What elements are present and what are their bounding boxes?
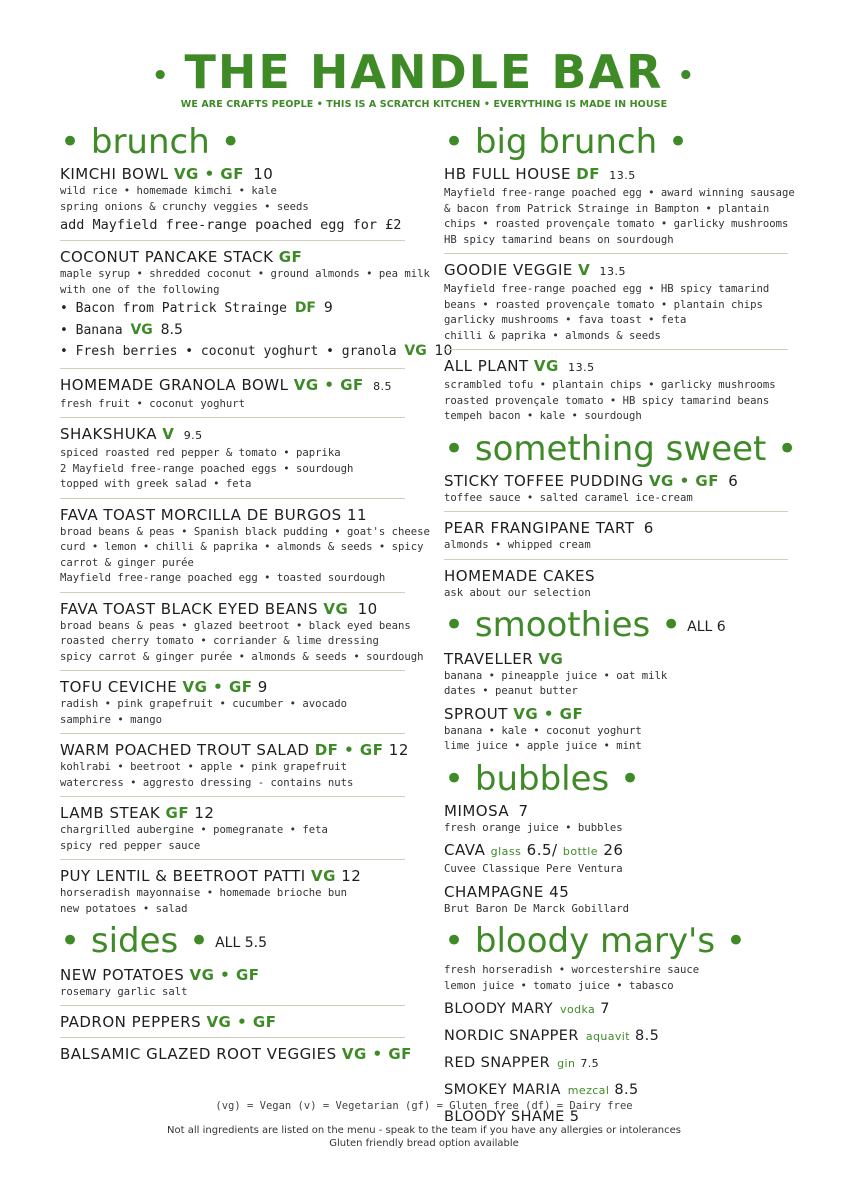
option-label: • Banana (60, 322, 123, 338)
item-price: 13.5 (599, 265, 627, 278)
title-dot-left: • (151, 60, 171, 91)
item-description: rosemary garlic salt (60, 985, 188, 998)
item-description: dates • peanut butter (444, 685, 578, 697)
section-heading-something-sweet: • something sweet • (444, 428, 798, 469)
item-price: 12 (388, 741, 409, 759)
item-name: KIMCHI BOWL (60, 165, 169, 183)
item-description: spicy carrot & ginger purée • almonds & seeds • sourdough (60, 650, 424, 663)
glass-price: 6.5/ (526, 841, 558, 859)
item-description: spicy red pepper sauce (60, 839, 201, 852)
item-price: 45 (549, 882, 570, 901)
item-price: 13.5 (568, 361, 595, 374)
menu-item-nordic-snapper (444, 1023, 788, 1050)
item-price: 7.5 (580, 1057, 600, 1070)
item-name: SMOKEY MARIA (444, 1082, 561, 1098)
diet-tag: V (578, 261, 591, 279)
diet-tag: VG (323, 599, 349, 618)
item-description: watercress • aggresto dressing - contains nuts (60, 776, 354, 789)
menu-item-goodie-veggie (444, 260, 788, 350)
item-name: SPROUT (444, 704, 508, 723)
item-name: RED SNAPPER (444, 1055, 551, 1071)
item-name: TRAVELLER (444, 649, 534, 668)
item-name: MIMOSA (444, 801, 510, 820)
item-description: chips • roasted provençale tomato • garlicky mushrooms (444, 218, 789, 230)
option-label: • Fresh berries • coconut yoghurt • granola (60, 344, 397, 359)
item-price: 5 (569, 1109, 580, 1125)
pancake-option-bacon (60, 298, 405, 320)
section-heading-smoothies (444, 605, 788, 647)
item-description: radish • pink grapefruit • cucumber • avocado (60, 698, 348, 710)
diet-tag: VG • GF (173, 165, 244, 183)
item-price: 9.5 (183, 429, 203, 442)
item-price: 12 (194, 804, 215, 822)
diet-tag: VG • GF (182, 678, 253, 696)
item-description: topped with greek salad • feta (60, 478, 252, 490)
item-name: BLOODY MARY (444, 1001, 554, 1017)
menu-item-new-potatoes (60, 965, 405, 1007)
serving-size: glass (490, 845, 522, 858)
item-description: & bacon from Patrick Strainge in Bampton • plantain (444, 202, 770, 215)
diet-tag: VG • GF (293, 375, 364, 394)
item-description: samphire • mango (60, 713, 163, 726)
item-description: banana • pineapple juice • oat milk (444, 669, 668, 682)
bottle-price: 26 (603, 841, 624, 859)
diet-tag: VG • GF (513, 704, 584, 723)
menu-item-warm-poached-trout-salad (60, 740, 409, 797)
item-name: HOMEMADE GRANOLA BOWL (60, 375, 289, 394)
option-label: • Bacon from Patrick Strainge (60, 301, 287, 316)
item-name: STICKY TOFFEE PUDDING (444, 471, 644, 490)
item-description: spiced roasted red pepper & tomato • paprika (60, 447, 341, 459)
item-price: 8.5 (614, 1082, 639, 1098)
spirit-label: gin (557, 1057, 576, 1070)
item-description: fresh fruit • coconut yoghurt (60, 397, 245, 410)
item-description: roasted cherry tomato • corriander & lime dressing (60, 635, 379, 647)
diet-tag: GF (165, 804, 190, 822)
menu-item-balsamic-root-veggies (60, 1044, 412, 1064)
item-price: 8.5 (373, 379, 393, 393)
spirit-label: aquavit (585, 1030, 630, 1043)
item-price: 8.5 (634, 1028, 660, 1044)
menu-item-tofu-ceviche (60, 677, 405, 734)
title-dot-right: • (677, 60, 697, 91)
bloody-mary-description: lemon juice • tomato juice • tabasco (444, 979, 674, 992)
item-description: carrot & ginger purée (60, 556, 194, 569)
section-heading-sides (60, 921, 405, 963)
section-heading-bubbles: • bubbles • (444, 758, 641, 799)
menu-item-all-plant (444, 356, 788, 425)
diet-tag: VG (533, 357, 559, 375)
menu-item-cava (444, 840, 788, 878)
diet-tag: VG (538, 649, 564, 668)
item-description: ask about our selection (444, 586, 591, 599)
item-description: Mayfield free-range poached egg • toasted sourdough (60, 572, 386, 584)
menu-item-sticky-toffee-pudding (444, 471, 788, 513)
item-description: 2 Mayfield free-range poached eggs • sourdough (60, 462, 354, 475)
option-price: 9 (323, 300, 333, 316)
item-description: broad beans & peas • glazed beetroot • black eyed beans (60, 619, 411, 632)
item-name: BLOODY SHAME (444, 1109, 565, 1125)
item-name: BALSAMIC GLAZED ROOT VEGGIES (60, 1045, 337, 1063)
item-name: LAMB STEAK (60, 804, 161, 822)
item-description: almonds • whipped cream (444, 539, 591, 551)
menu-item-fava-toast-black-eyed-beans (60, 599, 424, 672)
item-description: tempeh bacon • kale • sourdough (444, 410, 642, 422)
item-description: banana • kale • coconut yoghurt (444, 724, 642, 737)
item-name: CHAMPAGNE (444, 882, 544, 901)
allergy-note (0, 1124, 848, 1150)
item-name: PUY LENTIL & BEETROOT PATTI (60, 867, 306, 885)
item-description: chargrilled aubergine • pomegranate • feta (60, 824, 328, 836)
gluten-text: Gluten friendly bread option available (329, 1138, 519, 1149)
menu-item-fava-toast-morcilla (60, 505, 430, 593)
tagline: WE ARE CRAFTS PEOPLE • THIS IS A SCRATCH KITCHEN • EVERYTHING IS MADE IN HOUSE (180, 99, 668, 110)
item-description: maple syrup • shredded coconut • ground almonds • pea milk (60, 268, 430, 280)
item-name: ALL PLANT (444, 357, 529, 375)
pancake-option-banana (60, 320, 405, 342)
diet-tag: VG • GF (341, 1045, 412, 1063)
item-description: lime juice • apple juice • mint (444, 740, 642, 752)
title-text: THE HANDLE BAR (184, 45, 664, 99)
item-price: 13.5 (609, 169, 636, 182)
section-price-note: ALL 6 (687, 618, 726, 635)
item-name: HB FULL HOUSE (444, 165, 571, 183)
item-description: Brut Baron De Marck Gobillard (444, 902, 629, 915)
dietary-legend: (vg) = Vegan (v) = Vegetarian (gf) = Gluten free (df) = Dairy free (215, 1100, 633, 1112)
item-price: 9 (257, 678, 268, 696)
bloody-mary-description: fresh horseradish • worcestershire sauce (444, 964, 700, 976)
item-description: toffee sauce • salted caramel ice-cream (444, 491, 693, 504)
item-price: 7 (518, 801, 529, 820)
menu-item-hb-full-house (444, 164, 795, 254)
menu-item-red-snapper (444, 1050, 788, 1077)
item-description: HB spicy tamarind beans on sourdough (444, 233, 674, 246)
option-price: 8.5 (160, 321, 183, 338)
item-price: 7 (600, 1001, 610, 1017)
item-name: FAVA TOAST BLACK EYED BEANS (60, 599, 319, 618)
menu-item-coconut-pancake-stack (60, 247, 453, 369)
spirit-label: vodka (560, 1003, 596, 1016)
menu-item-homemade-cakes (444, 566, 788, 602)
menu-item-lamb-steak (60, 803, 405, 860)
item-price: 6 (728, 471, 739, 490)
menu-item-pear-frangipane-tart (444, 518, 788, 560)
item-name: NEW POTATOES (60, 965, 185, 984)
item-description: garlicky mushrooms • fava toast • feta (444, 314, 687, 326)
section-heading-brunch: • brunch • (60, 122, 241, 162)
diet-tag: VG • GF (206, 1013, 277, 1031)
right-column (444, 118, 798, 1130)
diet-tag: VG • GF (189, 965, 260, 984)
section-heading-bloody-marys: • bloody mary's • (444, 921, 746, 961)
item-name: TOFU CEVICHE (60, 678, 178, 696)
section-title: • smoothies • (444, 605, 682, 645)
item-price: 6 (643, 519, 654, 537)
item-price: 10 (357, 599, 378, 618)
item-name: SHAKSHUKA (60, 425, 158, 443)
item-description: spring onions & crunchy veggies • seeds (60, 200, 309, 213)
item-description: Cuvee Classique Pere Ventura (444, 863, 623, 875)
item-name: GOODIE VEGGIE (444, 261, 573, 279)
item-description: with one of the following (60, 283, 220, 296)
item-name: WARM POACHED TROUT SALAD (60, 741, 310, 759)
item-description: beans • roasted provençale tomato • plantain chips (444, 298, 763, 311)
item-description: roasted provençale tomato • HB spicy tamarind beans (444, 394, 770, 407)
item-description: chilli & paprika • almonds & seeds (444, 329, 661, 342)
menu-item-sprout (444, 704, 788, 755)
menu-item-shakshuka (60, 424, 405, 499)
item-price: 12 (341, 867, 362, 885)
diet-tag: VG (130, 321, 153, 338)
diet-tag: VG (404, 343, 427, 359)
menu-item-traveller (444, 649, 788, 700)
menu-item-kimchi-bowl (60, 164, 405, 241)
item-description: fresh orange juice • bubbles (444, 821, 623, 834)
option-price: 10 (434, 343, 453, 359)
menu-item-puy-lentil-beetroot-patti (60, 866, 405, 917)
item-name: PEAR FRANGIPANE TART (444, 519, 635, 537)
item-description: kohlrabi • beetroot • apple • pink grapefruit (60, 761, 348, 773)
diet-tag: DF (294, 300, 316, 316)
diet-tag: VG (311, 867, 336, 885)
item-description: Mayfield free-range poached egg • award winning sausage (444, 187, 795, 199)
menu-item-bloody-mary (444, 996, 788, 1023)
item-name: NORDIC SNAPPER (444, 1028, 579, 1044)
item-name: FAVA TOAST MORCILLA DE BURGOS (60, 505, 342, 524)
item-addon: add Mayfield free-range poached egg for £2 (60, 217, 402, 233)
item-name: PADRON PEPPERS (60, 1013, 202, 1031)
item-description: new potatoes • salad (60, 902, 188, 915)
restaurant-title (0, 44, 848, 104)
menu-item-mimosa (444, 801, 788, 837)
serving-size: bottle (562, 845, 599, 858)
menu-item-padron-peppers (60, 1012, 405, 1038)
item-name: CAVA (444, 841, 486, 859)
item-price: 11 (346, 505, 368, 524)
item-name: COCONUT PANCAKE STACK (60, 248, 274, 266)
item-name: HOMEMADE CAKES (444, 566, 596, 585)
section-heading-big-brunch: • big brunch • (444, 122, 689, 162)
pancake-option-berries (60, 341, 453, 363)
allergy-text: Not all ingredients are listed on the menu - speak to the team if you have any allergies or intolerances (167, 1125, 681, 1136)
section-title: • sides • (60, 921, 210, 961)
item-description: curd • lemon • chilli & paprika • almonds & seeds • spicy (60, 541, 424, 553)
menu-item-champagne (444, 882, 788, 918)
item-description: scrambled tofu • plantain chips • garlicky mushrooms (444, 379, 776, 391)
diet-tag: GF (278, 248, 303, 266)
item-price: 10 (253, 165, 274, 183)
menu-item-homemade-granola-bowl (60, 375, 405, 419)
diet-tag: DF (576, 165, 600, 183)
item-description: Mayfield free-range poached egg • HB spicy tamarind (444, 283, 770, 295)
spirit-label: mezcal (567, 1084, 610, 1097)
left-column (60, 118, 453, 1064)
item-description: broad beans & peas • Spanish black pudding • goat's cheese (60, 525, 430, 538)
diet-tag: VG • GF (648, 471, 719, 490)
diet-tag: V (162, 425, 175, 443)
diet-tag: DF • GF (314, 741, 384, 759)
item-description: horseradish mayonnaise • homemade brioche bun (60, 887, 348, 899)
item-description: wild rice • homemade kimchi • kale (60, 185, 277, 197)
section-price-note: ALL 5.5 (215, 934, 268, 951)
